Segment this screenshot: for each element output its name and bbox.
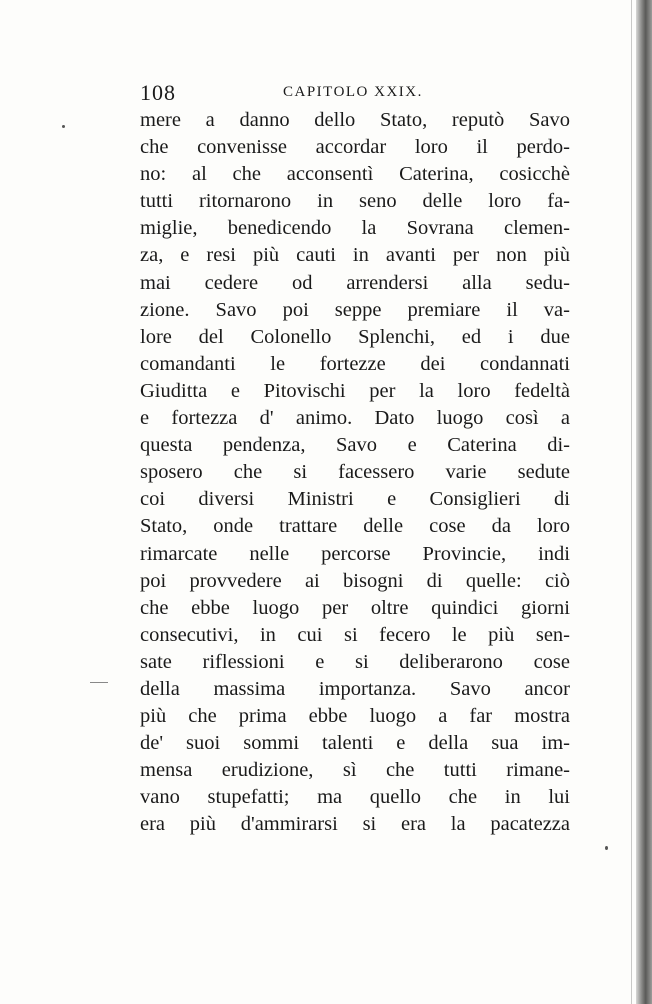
text-line: zione. Savo poi seppe premiare il va- — [140, 298, 570, 321]
text-line: della massima importanza. Savo ancor — [140, 677, 570, 700]
page-gutter-line — [631, 0, 632, 1004]
text-line: consecutivi, in cui si fecero le più sen- — [140, 623, 570, 646]
running-head: CAPITOLO XXIX. — [283, 84, 423, 100]
text-line: coi diversi Ministri e Consiglieri di — [140, 488, 570, 511]
paper-speck — [62, 125, 65, 128]
text-line: questa pendenza, Savo e Caterina di- — [140, 434, 570, 457]
text-line: rimarcate nelle percorse Provincie, indi — [140, 542, 570, 565]
text-line: miglie, benedicendo la Sovrana clemen- — [140, 217, 570, 240]
paper-speck — [605, 846, 608, 850]
text-line: vano stupefatti; ma quello che in lui — [140, 786, 570, 809]
text-line: mensa erudizione, sì che tutti rimane- — [140, 759, 570, 782]
page-header — [140, 80, 570, 106]
text-line: mai cedere od arrendersi alla sedu- — [140, 271, 570, 294]
text-line: mere a danno dello Stato, reputò Savo — [140, 109, 570, 131]
text-line: sposero che si facessero varie sedute — [140, 461, 570, 484]
text-line: comandanti le fortezze dei condannati — [140, 352, 570, 375]
text-line: più che prima ebbe luogo a far mostra — [140, 705, 570, 728]
text-line: Stato, onde trattare delle cose da loro — [140, 515, 570, 538]
text-line: Giuditta e Pitovischi per la loro fedeltà — [140, 379, 570, 402]
book-binding-edge — [636, 0, 652, 1004]
page-number: 108 — [140, 80, 176, 105]
text-line: che ebbe luogo per oltre quindici giorni — [140, 596, 570, 619]
paper-speck — [90, 682, 108, 683]
text-line: lore del Colonello Splenchi, ed i due — [140, 325, 570, 348]
text-line: no: al che acconsentì Caterina, cosicchè — [140, 163, 570, 186]
text-line: che convenisse accordar loro il perdo- — [140, 136, 570, 159]
text-line: era più d'ammirarsi si era la pacatezza — [140, 813, 570, 836]
text-line: za, e resi più cauti in avanti per non più — [140, 244, 570, 267]
text-line: tutti ritornarono in seno delle loro fa- — [140, 190, 570, 213]
text-line: poi provvedere ai bisogni di quelle: ciò — [140, 569, 570, 592]
text-line: sate riflessioni e si deliberarono cose — [140, 650, 570, 673]
text-line: de' suoi sommi talenti e della sua im- — [140, 732, 570, 755]
body-text — [140, 107, 570, 839]
text-line: e fortezza d' animo. Dato luogo così a — [140, 407, 570, 430]
